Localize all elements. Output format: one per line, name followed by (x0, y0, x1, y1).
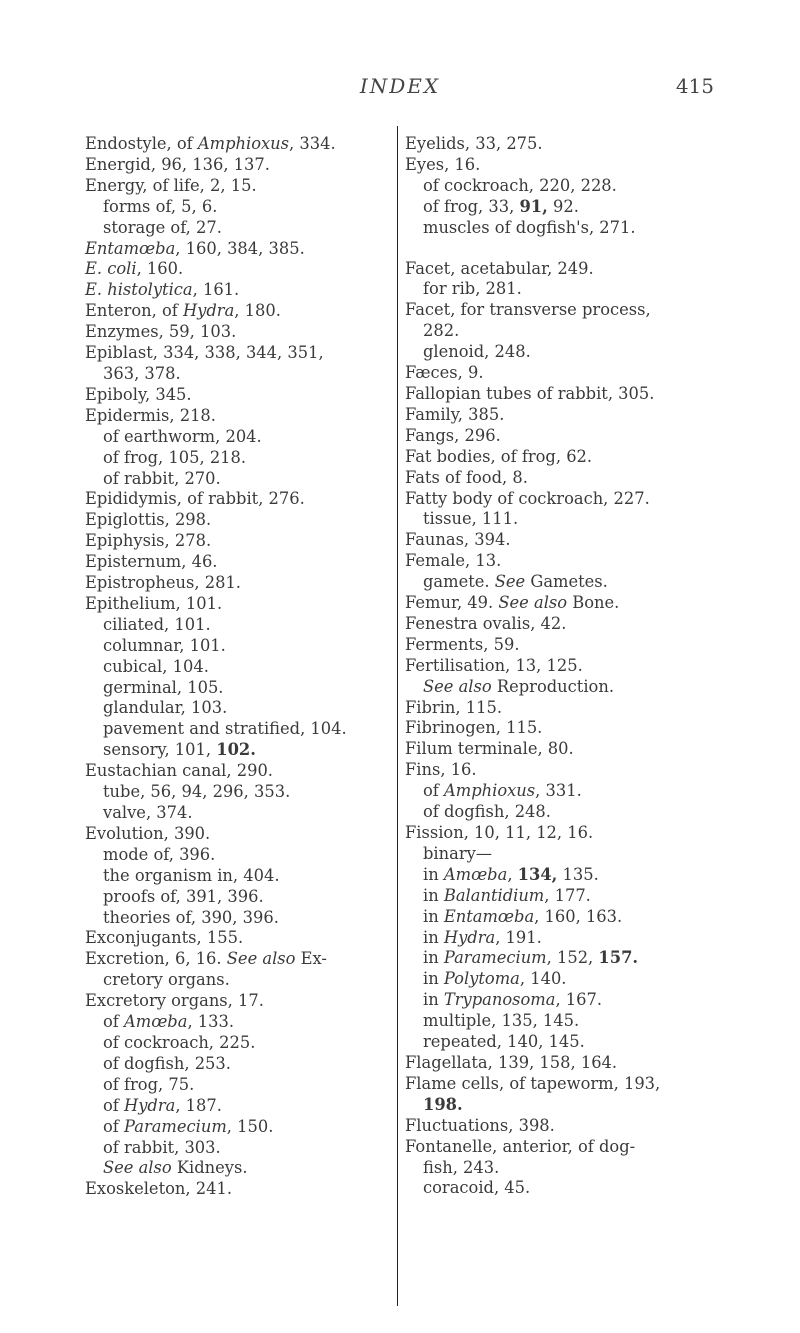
entry-text: Epiblast, 334, 338, 344, 351, (85, 343, 324, 363)
entry-text: valve, 374. (103, 803, 193, 822)
index-subentry (405, 865, 735, 886)
index-entry (85, 259, 393, 280)
entry-text: Polytoma (443, 969, 520, 989)
index-subentry (405, 509, 735, 530)
index-subentry (85, 1075, 393, 1096)
index-continuation (405, 1158, 735, 1179)
entry-text: Kidneys. (171, 1158, 248, 1178)
entry-text: of rabbit, 303. (103, 1137, 221, 1157)
index-entry (85, 928, 393, 949)
index-subentry (85, 678, 393, 699)
index-subentry (85, 1054, 393, 1075)
entry-text: , 140. (519, 969, 567, 989)
index-subentry (405, 218, 735, 239)
entry-text: Hydra (124, 1095, 176, 1115)
index-subentry (85, 866, 393, 887)
entry-text: Ferments, 59. (405, 634, 520, 654)
index-entry (405, 698, 735, 719)
entry-text: 134, (517, 864, 558, 884)
entry-text: Fertilisation, 13, 125. (405, 655, 583, 675)
index-subentry (85, 218, 393, 239)
entry-text: Fats of food, 8. (405, 467, 528, 487)
index-subentry (405, 279, 735, 300)
entry-text: 135. (557, 864, 599, 884)
index-entry (85, 552, 393, 573)
index-subentry (85, 636, 393, 657)
index-column-right (405, 134, 735, 1199)
entry-text: , 177. (544, 885, 591, 905)
entry-text: Balantidium (443, 885, 545, 905)
index-subentry (405, 990, 735, 1011)
entry-text: 157. (598, 948, 639, 968)
index-entry (85, 949, 393, 970)
entry-text: theories of, 390, 396. (103, 907, 279, 927)
entry-text: 198. (423, 1094, 463, 1114)
entry-text: of (103, 1095, 125, 1115)
entry-text: , 331. (535, 781, 582, 801)
index-entry (405, 1116, 735, 1137)
entry-text: , 150. (226, 1116, 274, 1136)
entry-text: Epiboly, 345. (85, 384, 192, 404)
entry-text: Ex- (295, 949, 327, 969)
index-subentry (85, 1033, 393, 1054)
entry-text: Hydra (443, 927, 496, 947)
index-entry (85, 406, 393, 427)
index-subentry (405, 886, 735, 907)
index-entry (405, 718, 735, 739)
column-divider (397, 126, 398, 1306)
page-number: 415 (675, 74, 714, 98)
entry-text: Facet, for transverse process, (405, 300, 651, 320)
entry-text: , 152, (546, 948, 599, 968)
index-entry (85, 385, 393, 406)
entry-text: Flame cells, of tapeworm, 193, (405, 1073, 661, 1093)
entry-text: E. histolytica (85, 280, 193, 300)
entry-text: Fins, 16. (405, 760, 477, 780)
index-entry (85, 824, 393, 845)
index-subentry (85, 1117, 393, 1138)
index-entry (405, 447, 735, 468)
entry-text: coracoid, 45. (423, 1178, 531, 1198)
entry-text: , 160, 163. (534, 906, 623, 926)
entry-text: Fæces, 9. (405, 363, 484, 383)
index-entry (405, 760, 735, 781)
entry-text: Enzymes, 59, 103. (85, 322, 237, 342)
entry-text: muscles of dogfish's, 271. (423, 217, 636, 237)
entry-text: cubical, 104. (103, 656, 209, 676)
index-entry (405, 405, 735, 426)
index-entry (405, 300, 735, 321)
index-subentry (85, 887, 393, 908)
index-entry (85, 343, 393, 364)
entry-text: tissue, 111. (423, 509, 519, 529)
index-subentry (85, 1096, 393, 1117)
index-subentry (85, 908, 393, 929)
entry-text: Fission, 10, 11, 12, 16. (405, 823, 594, 842)
index-subentry (85, 1138, 393, 1159)
index-subentry (405, 802, 735, 823)
entry-text: binary— (423, 843, 493, 863)
index-subentry (405, 1032, 735, 1053)
entry-text: , 160. (136, 259, 184, 279)
index-subentry (85, 782, 393, 803)
entry-text: Eyelids, 33, 275. (405, 134, 543, 153)
index-subentry (405, 948, 735, 969)
entry-text: Hydra (182, 301, 235, 321)
index-entry (405, 614, 735, 635)
index-entry (85, 280, 393, 301)
entry-text: forms of, 5, 6. (103, 196, 218, 216)
index-subentry (405, 342, 735, 363)
index-entry (85, 322, 393, 343)
index-subentry (405, 572, 735, 593)
index-entry (405, 489, 735, 510)
index-subentry (405, 176, 735, 197)
entry-text: Fallopian tubes of rabbit, 305. (405, 383, 655, 403)
entry-text: Epistropheus, 281. (85, 573, 241, 593)
entry-text: storage of, 27. (103, 217, 222, 237)
entry-text: E. coli (85, 259, 137, 279)
entry-text: of dogfish, 253. (103, 1053, 231, 1073)
entry-text: , (507, 864, 518, 884)
entry-text: Amphioxus (197, 134, 290, 153)
index-entry (85, 301, 393, 322)
index-subentry (85, 448, 393, 469)
entry-gap (405, 239, 735, 259)
entry-text: Female, 13. (405, 551, 502, 571)
entry-text: Paramecium (124, 1116, 227, 1136)
entry-text: Enteron, of (85, 301, 183, 321)
entry-text: proofs of, 391, 396. (103, 886, 264, 906)
entry-text: Evolution, 390. (85, 823, 211, 843)
index-subentry (405, 781, 735, 802)
entry-text: pavement and stratified, 104. (103, 719, 347, 739)
entry-text: Amœba (443, 864, 508, 884)
entry-text: Amœba (124, 1012, 188, 1032)
entry-text: Amphioxus (444, 781, 536, 801)
index-continuation (85, 970, 393, 991)
entry-text: , 334. (289, 134, 336, 153)
entry-text: Entamœba (443, 906, 535, 926)
entry-text: multiple, 135, 145. (423, 1011, 580, 1031)
entry-text: Fat bodies, of frog, 62. (405, 446, 593, 466)
entry-text: glandular, 103. (103, 698, 228, 718)
index-subentry (405, 907, 735, 928)
entry-text: in (423, 948, 444, 968)
entry-text: in (423, 969, 444, 989)
entry-text: 92. (547, 196, 579, 216)
entry-text: Epithelium, 101. (85, 593, 223, 613)
entry-text: 282. (423, 321, 460, 341)
index-entry (85, 594, 393, 615)
entry-text: Bone. (567, 593, 620, 613)
entry-text: Fenestra ovalis, 42. (405, 613, 567, 633)
entry-text: Epiphysis, 278. (85, 531, 212, 551)
entry-text: Entamœba (85, 238, 176, 258)
entry-text: of frog, 75. (103, 1074, 195, 1094)
entry-text: , 160, 384, 385. (175, 238, 305, 258)
entry-text: Episternum, 46. (85, 552, 218, 572)
entry-text: Flagellata, 139, 158, 164. (405, 1052, 618, 1072)
entry-text: of (103, 1012, 125, 1032)
entry-text: Epididymis, of rabbit, 276. (85, 489, 305, 509)
index-subentry (85, 719, 393, 740)
entry-text: See (494, 572, 526, 592)
index-entry (405, 155, 735, 176)
index-subentry (85, 845, 393, 866)
entry-text: See also (226, 949, 296, 969)
entry-text: in (423, 906, 444, 926)
entry-text: , 167. (555, 990, 603, 1010)
entry-text: glenoid, 248. (423, 342, 531, 362)
index-continuation (85, 364, 393, 385)
entry-text: germinal, 105. (103, 677, 224, 697)
entry-text: of rabbit, 270. (103, 468, 221, 488)
index-entry (405, 134, 735, 155)
index-entry (405, 823, 735, 844)
entry-text: for rib, 281. (423, 279, 522, 299)
entry-text: , 191. (495, 927, 542, 947)
index-entry (405, 1053, 735, 1074)
entry-text: Fatty body of cockroach, 227. (405, 488, 650, 508)
entry-text: See also (103, 1158, 172, 1178)
entry-text: Fibrinogen, 115. (405, 718, 543, 738)
index-subentry (85, 803, 393, 824)
index-subentry (405, 928, 735, 949)
index-subentry (405, 969, 735, 990)
entry-text: Fluctuations, 398. (405, 1115, 555, 1135)
entry-text: 102. (216, 740, 256, 760)
index-subentry (85, 197, 393, 218)
entry-text: Trypanosoma (443, 990, 556, 1010)
index-continuation (405, 1095, 735, 1116)
index-entry (405, 635, 735, 656)
entry-text: sensory, 101, (103, 740, 217, 760)
entry-text: , 161. (192, 280, 240, 300)
entry-text: Eustachian canal, 290. (85, 761, 273, 781)
entry-text: columnar, 101. (103, 635, 226, 655)
entry-text: Eyes, 16. (405, 154, 481, 174)
index-subentry (85, 657, 393, 678)
index-subentry (405, 1011, 735, 1032)
entry-text: of dogfish, 248. (423, 802, 551, 822)
entry-text: mode of, 396. (103, 844, 216, 864)
entry-text: ciliated, 101. (103, 614, 211, 634)
entry-text: of frog, 33, (423, 196, 520, 216)
entry-text: of frog, 105, 218. (103, 447, 247, 467)
entry-text: Endostyle, of (85, 134, 198, 153)
index-subentry (405, 1178, 735, 1199)
index-entry (85, 531, 393, 552)
entry-text: Gametes. (525, 572, 608, 592)
index-entry (85, 573, 393, 594)
index-continuation (85, 1158, 393, 1179)
entry-text: gamete. (423, 572, 495, 592)
index-entry (85, 991, 393, 1012)
entry-text: Facet, acetabular, 249. (405, 258, 594, 278)
entry-text: Epiglottis, 298. (85, 510, 212, 530)
index-entry (405, 384, 735, 405)
index-subentry (85, 615, 393, 636)
index-entry (405, 530, 735, 551)
entry-text: Filum terminale, 80. (405, 739, 574, 759)
index-continuation (405, 321, 735, 342)
entry-text: the organism in, 404. (103, 865, 280, 885)
index-subentry (405, 677, 735, 698)
entry-text: tube, 56, 94, 296, 353. (103, 782, 291, 802)
entry-text: Family, 385. (405, 404, 505, 424)
index-entry (405, 656, 735, 677)
entry-text: Epidermis, 218. (85, 405, 216, 425)
index-column-left (85, 134, 393, 1200)
entry-text: in (423, 885, 444, 905)
entry-text: , 180. (234, 301, 281, 321)
index-entry (85, 510, 393, 531)
entry-text: , 133. (187, 1012, 235, 1032)
entry-text: 363, 378. (103, 363, 181, 383)
entry-text: Reproduction. (491, 676, 614, 696)
running-head: INDEX (359, 74, 441, 98)
entry-text: in (423, 990, 444, 1010)
entry-text: Excretion, 6, 16. (85, 949, 227, 969)
page-header (0, 74, 800, 110)
index-entry (85, 134, 393, 155)
entry-text: Energy, of life, 2, 15. (85, 175, 257, 195)
entry-text: cretory organs. (103, 970, 230, 990)
index-entry (85, 761, 393, 782)
index-subentry (85, 698, 393, 719)
index-entry (85, 155, 393, 176)
entry-text: of cockroach, 220, 228. (423, 175, 617, 195)
entry-text: of cockroach, 225. (103, 1032, 256, 1052)
entry-text: Paramecium (443, 948, 547, 968)
index-entry (405, 551, 735, 572)
index-entry (405, 739, 735, 760)
entry-text: in (423, 927, 444, 947)
index-entry (405, 259, 735, 280)
entry-text: Energid, 96, 136, 137. (85, 154, 270, 174)
entry-text: of (423, 781, 445, 801)
index-subentry (405, 197, 735, 218)
index-entry (405, 593, 735, 614)
entry-text: Faunas, 394. (405, 530, 511, 550)
entry-text: Exoskeleton, 241. (85, 1179, 233, 1199)
index-subentry (405, 844, 735, 865)
index-entry (85, 489, 393, 510)
entry-text: Excretory organs, 17. (85, 991, 264, 1011)
index-subentry (85, 469, 393, 490)
index-subentry (85, 740, 393, 761)
entry-text: Fangs, 296. (405, 425, 501, 445)
index-entry (85, 1179, 393, 1200)
index-entry (405, 468, 735, 489)
index-subentry (85, 427, 393, 448)
index-entry (85, 176, 393, 197)
entry-text: Femur, 49. (405, 593, 499, 613)
entry-text: See also (498, 593, 568, 613)
entry-text: in (423, 864, 444, 884)
index-entry (405, 426, 735, 447)
entry-text: of earthworm, 204. (103, 426, 262, 446)
entry-text: 91, (519, 196, 548, 216)
entry-text: , 187. (175, 1095, 222, 1115)
index-entry (405, 1074, 735, 1095)
entry-text: repeated, 140, 145. (423, 1032, 585, 1052)
entry-text: See also (423, 676, 492, 696)
index-subentry (85, 1012, 393, 1033)
index-entry (85, 239, 393, 260)
entry-text: Fontanelle, anterior, of dog- (405, 1136, 636, 1156)
index-entry (405, 363, 735, 384)
entry-text: Exconjugants, 155. (85, 928, 244, 948)
entry-text: Fibrin, 115. (405, 697, 503, 717)
entry-text: fish, 243. (423, 1157, 500, 1177)
index-entry (405, 1137, 735, 1158)
entry-text: of (103, 1116, 125, 1136)
